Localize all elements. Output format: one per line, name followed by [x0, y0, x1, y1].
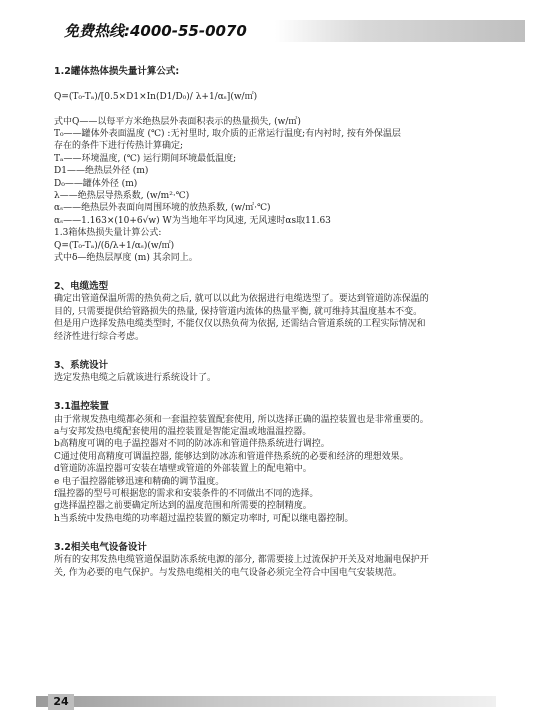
formula-1-where: 式中Q——以每平方米绝热层外表面积表示的热量损失, (w/㎡): [54, 116, 301, 127]
section-3-2-para-line-1: 所有的安邦发热电缆管道保温防冻系统电源的部分, 都需要接上过流保护开关及对地漏电保护开: [54, 555, 429, 566]
section-3-title: 3、系统设计: [54, 359, 109, 371]
section-1-3-title: 1.3箱体热损失量计算公式:: [54, 228, 162, 239]
section-3-2-title: 3.2相关电气设备设计: [54, 541, 147, 553]
section-1-2-title: 1.2罐体热体损失量计算公式:: [54, 66, 180, 77]
hotline-text: 免费热线:4000-55-0070: [64, 22, 247, 40]
page-footer: [0, 694, 537, 710]
list-item-f: f温控器的型号可根据您的需求和安装条件的不同做出不同的选择。: [54, 488, 319, 499]
list-item-g: g选择温控器之前要确定所达到的温度范围和所需要的控制精度。: [54, 501, 312, 512]
definition-t0: T₀——罐体外表面温度 (℃) :无衬里时, 取介质的正常运行温度;有内衬时, 按有外保温层: [54, 129, 401, 139]
section-3-1-title: 3.1温控装置: [54, 401, 109, 413]
page-number: 24: [48, 694, 74, 710]
section-2-title: 2、电缆选型: [54, 281, 109, 293]
list-item-d: d管道防冻温控器可安装在墙壁或管道的外部装置上的配电箱中。: [54, 464, 312, 475]
list-item-e: e 电子温控器能够迅速和精确的调节温度。: [54, 476, 225, 487]
section-3-para: 选定发热电缆之后就该进行系统设计了。: [54, 373, 217, 384]
footer-bar: [36, 696, 496, 707]
definition-alpha: αₛ——绝热层外表面向周围环境的放热系数, (w/㎡·℃): [54, 203, 271, 214]
list-item-h: h当系统中发热电缆的功率超过温控装置的额定功率时, 可配以继电器控制。: [54, 513, 354, 524]
section-2-para-line-3: 但是用户选择发热电缆类型时, 不能仅仅以热负荷为依据, 还需结合管道系统的工程实际情况和: [54, 319, 426, 330]
section-2-para-line-1: 确定出管道保温所需的热负荷之后, 就可以以此为依据进行电缆选型了。要达到管道防冻保温的: [54, 294, 429, 305]
list-item-a: a与安邦发热电缆配套使用的温控装置是智能定温或地温温控器。: [54, 426, 312, 437]
formula-2: Q=(T₀-Tₐ)/(δ/λ+1/αₛ)(w/㎡): [54, 240, 175, 251]
section-2-para-line-4: 经济性进行综合考虑。: [54, 331, 145, 342]
definition-lambda: λ——绝热层导热系数, (w/m²·℃): [54, 191, 190, 202]
section-3-2-para-line-2: 关, 作为必要的电气保护。与发热电缆相关的电气设备必须完全符合中国电气安装规范。: [54, 567, 402, 578]
formula-1: Q=(T₀-Tₐ)/[0.5×D1×In(D1/D₀)/ λ+1/αₛ](w/㎡): [54, 91, 258, 102]
section-3-1-intro: 由于常规发热电缆都必须和一套温控装置配套使用, 所以选择正确的温控装置也是非常重要的。: [54, 414, 429, 425]
definition-d0: D₀——罐体外径 (m): [54, 178, 138, 189]
list-item-c: C通过使用高精度可调温控器, 能够达到防冰冻和管道伴热系统的必要和经济的理想效果。: [54, 451, 409, 462]
formula-2-where: 式中δ—绝热层厚度 (m) 其余同上。: [54, 253, 198, 264]
definition-d1: D1——绝热层外径 (m): [54, 166, 149, 177]
header-decoration: [275, 20, 525, 42]
document-body: [54, 66, 494, 579]
definition-ta: Tₐ——环境温度, (℃) 运行期间环境最低温度;: [54, 153, 237, 164]
section-2-para-line-2: 目的, 只需要提供给管路损失的热量, 保持管道内流体的热量平衡, 就可维持其温度基本不变。: [54, 306, 423, 317]
definition-t0-cont: 存在的条件下进行传热计算确定;: [54, 141, 184, 152]
list-item-b: b高精度可调的电子温控器对不同的防冰冻和管道伴热系统进行调控。: [54, 439, 330, 450]
definition-alpha-value: αₛ——1.163×(10+6√w) W为当地年平均风速, 无风速时αs取11.63: [54, 215, 331, 226]
page-header: [0, 17, 537, 45]
